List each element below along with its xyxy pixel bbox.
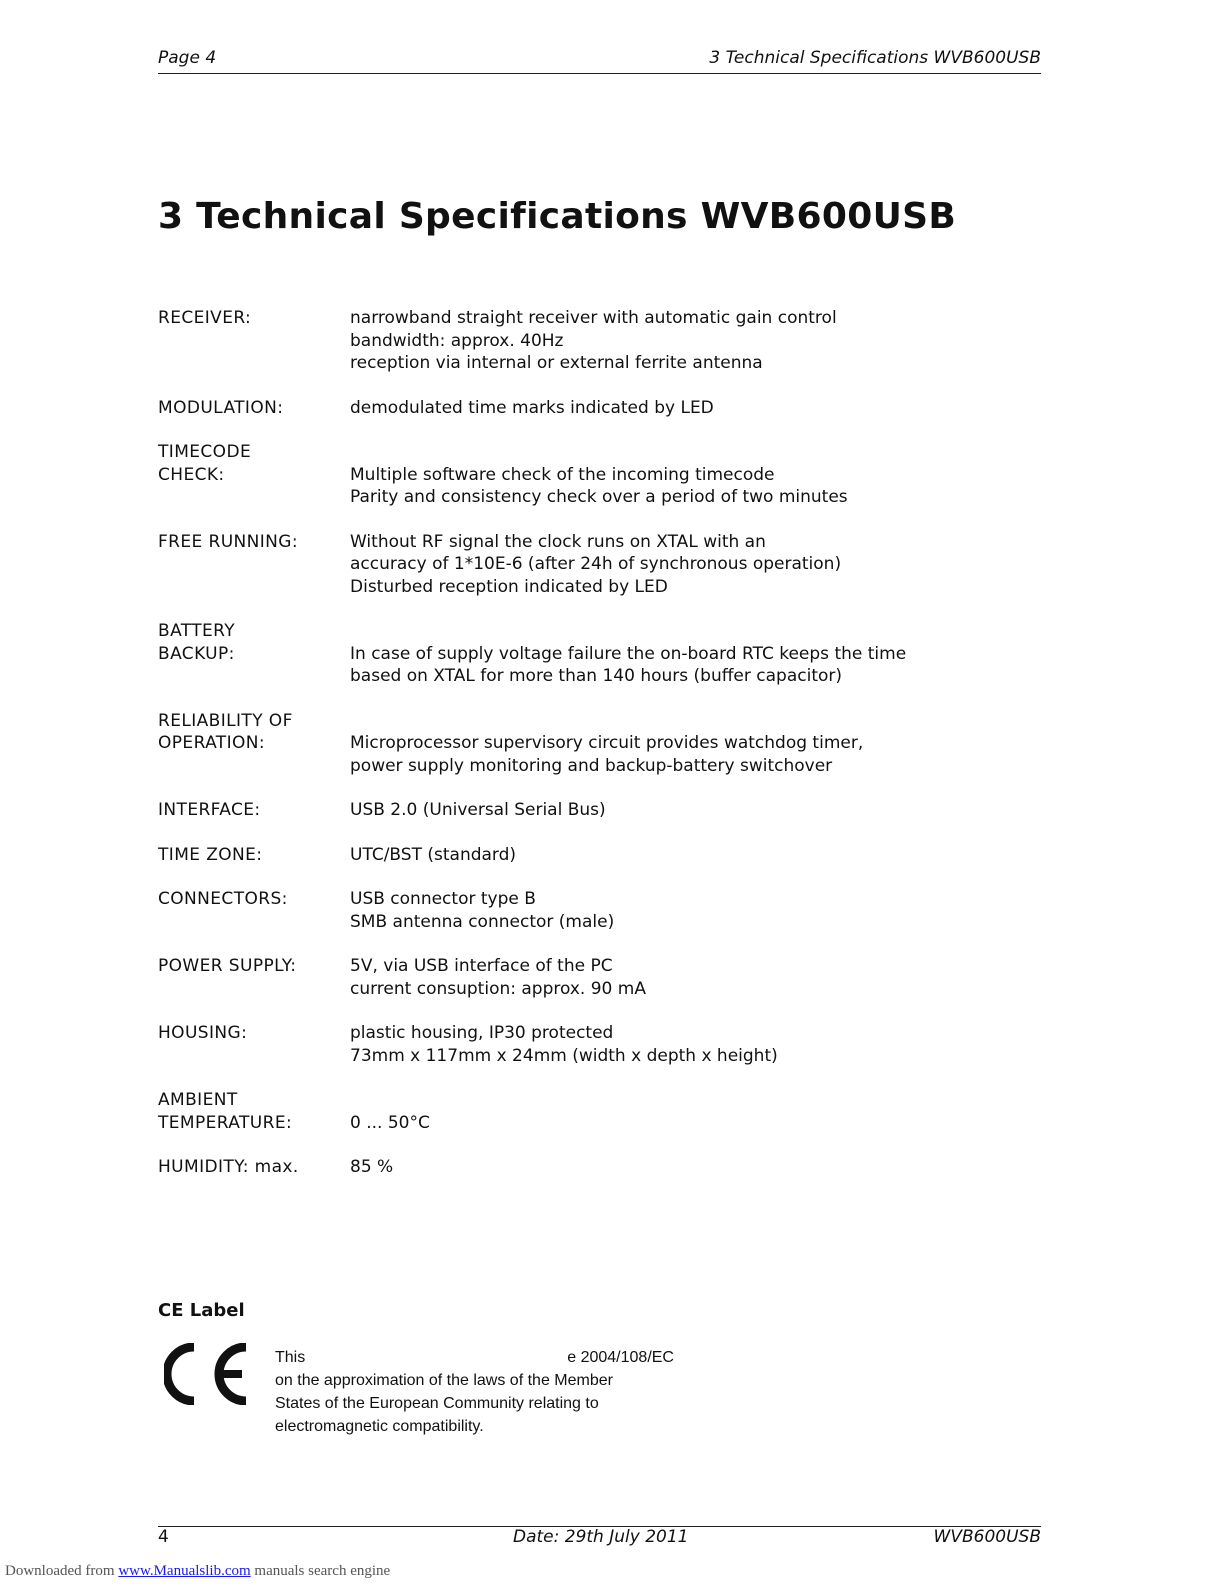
page-footer <box>158 1526 1041 1549</box>
spec-label: TIME ZONE: <box>158 844 263 865</box>
spec-row-interface <box>158 799 1041 822</box>
section-title: 3 Technical Specifications WVB600USB <box>158 196 957 237</box>
download-prefix: Downloaded from <box>5 1563 119 1579</box>
ce-line: States of the European Community relating to <box>275 1395 599 1412</box>
spec-value: narrowband straight receiver with automatic gain control <box>350 308 837 328</box>
spec-value: Parity and consistency check over a period of two minutes <box>350 487 848 507</box>
spec-value: plastic housing, IP30 protected <box>350 1023 614 1043</box>
spec-row-battery-backup <box>158 620 1041 688</box>
spec-label: FREE RUNNING: <box>158 531 298 552</box>
ce-line: This <box>275 1349 306 1366</box>
header-section-title: 3 Technical Specifications WVB600USB <box>709 48 1041 68</box>
spec-row-modulation <box>158 397 1041 420</box>
spec-value: Without RF signal the clock runs on XTAL with an <box>350 531 766 552</box>
spec-value: accuracy of 1*10E-6 (after 24h of synchronous operation) <box>350 554 842 574</box>
spec-label: CONNECTORS: <box>158 889 288 909</box>
ce-line: on the approximation of the laws of the Member <box>275 1372 613 1389</box>
spec-label: TIMECODE CHECK: <box>158 442 252 485</box>
spec-value: current consuption: approx. 90 mA <box>350 978 646 999</box>
spec-label: INTERFACE: <box>158 800 261 820</box>
spec-row-receiver <box>158 307 1041 375</box>
spec-row-housing <box>158 1022 1041 1067</box>
spec-value: based on XTAL for more than 140 hours (buffer capacitor) <box>350 666 843 686</box>
spec-row-humidity <box>158 1156 1041 1179</box>
spec-value: Disturbed reception indicated by LED <box>350 576 668 597</box>
ce-mark-icon <box>164 1343 252 1405</box>
spec-label: HUMIDITY: max. <box>158 1157 299 1177</box>
spec-value: USB connector type B <box>350 889 536 909</box>
spec-value: bandwidth: approx. 40Hz <box>350 330 564 351</box>
spec-value: USB 2.0 (Universal Serial Bus) <box>350 800 606 820</box>
spec-value: SMB antenna connector (male) <box>350 911 615 932</box>
spec-label: RELIABILITY OF OPERATION: <box>158 710 293 753</box>
ce-line: electromagnetic compatibility. <box>275 1418 484 1435</box>
spec-value: 5V, via USB interface of the PC <box>350 956 613 976</box>
header-page-label: Page 4 <box>158 48 217 68</box>
footer-product: WVB600USB <box>933 1527 1041 1547</box>
spec-value: reception via internal or external ferrite antenna <box>350 353 763 373</box>
manualslib-link[interactable]: www.Manualslib.com <box>118 1563 251 1579</box>
spec-row-reliability <box>158 710 1041 778</box>
spec-value: UTC/BST (standard) <box>350 844 517 865</box>
spec-row-connectors <box>158 888 1041 933</box>
spec-label: MODULATION: <box>158 397 284 418</box>
spec-value: In case of supply voltage failure the on-board RTC keeps the time <box>350 643 907 664</box>
ce-line: e 2004/108/EC <box>567 1349 674 1366</box>
download-suffix: manuals search engine <box>250 1563 391 1579</box>
spec-value: 73mm x 117mm x 24mm (width x depth x height) <box>350 1045 778 1066</box>
download-note <box>5 1563 390 1580</box>
page-header <box>158 44 1041 74</box>
spec-value: power supply monitoring and backup-battery switchover <box>350 755 833 776</box>
spec-value: 85 % <box>350 1157 394 1177</box>
spec-value: 0 ... 50°C <box>350 1112 430 1133</box>
footer-date: Date: 29th July 2011 <box>513 1527 689 1547</box>
spec-label: RECEIVER: <box>158 308 252 328</box>
spec-value: Multiple software check of the incoming timecode <box>350 464 775 485</box>
ce-label-heading: CE Label <box>158 1300 245 1321</box>
spec-row-timecode-check <box>158 441 1041 509</box>
spec-row-power-supply <box>158 955 1041 1000</box>
spec-list <box>158 307 1041 1201</box>
spec-label: POWER SUPPLY: <box>158 956 297 976</box>
spec-label: HOUSING: <box>158 1023 248 1043</box>
spec-value: demodulated time marks indicated by LED <box>350 397 714 418</box>
spec-row-free-running <box>158 531 1041 599</box>
spec-value: Microprocessor supervisory circuit provides watchdog timer, <box>350 733 864 753</box>
ce-statement <box>275 1346 674 1438</box>
spec-label: AMBIENT TEMPERATURE: <box>158 1090 293 1133</box>
footer-page-number: 4 <box>158 1527 169 1547</box>
spec-label: BATTERY BACKUP: <box>158 621 236 664</box>
spec-row-ambient-temperature <box>158 1089 1041 1134</box>
spec-row-time-zone <box>158 844 1041 867</box>
